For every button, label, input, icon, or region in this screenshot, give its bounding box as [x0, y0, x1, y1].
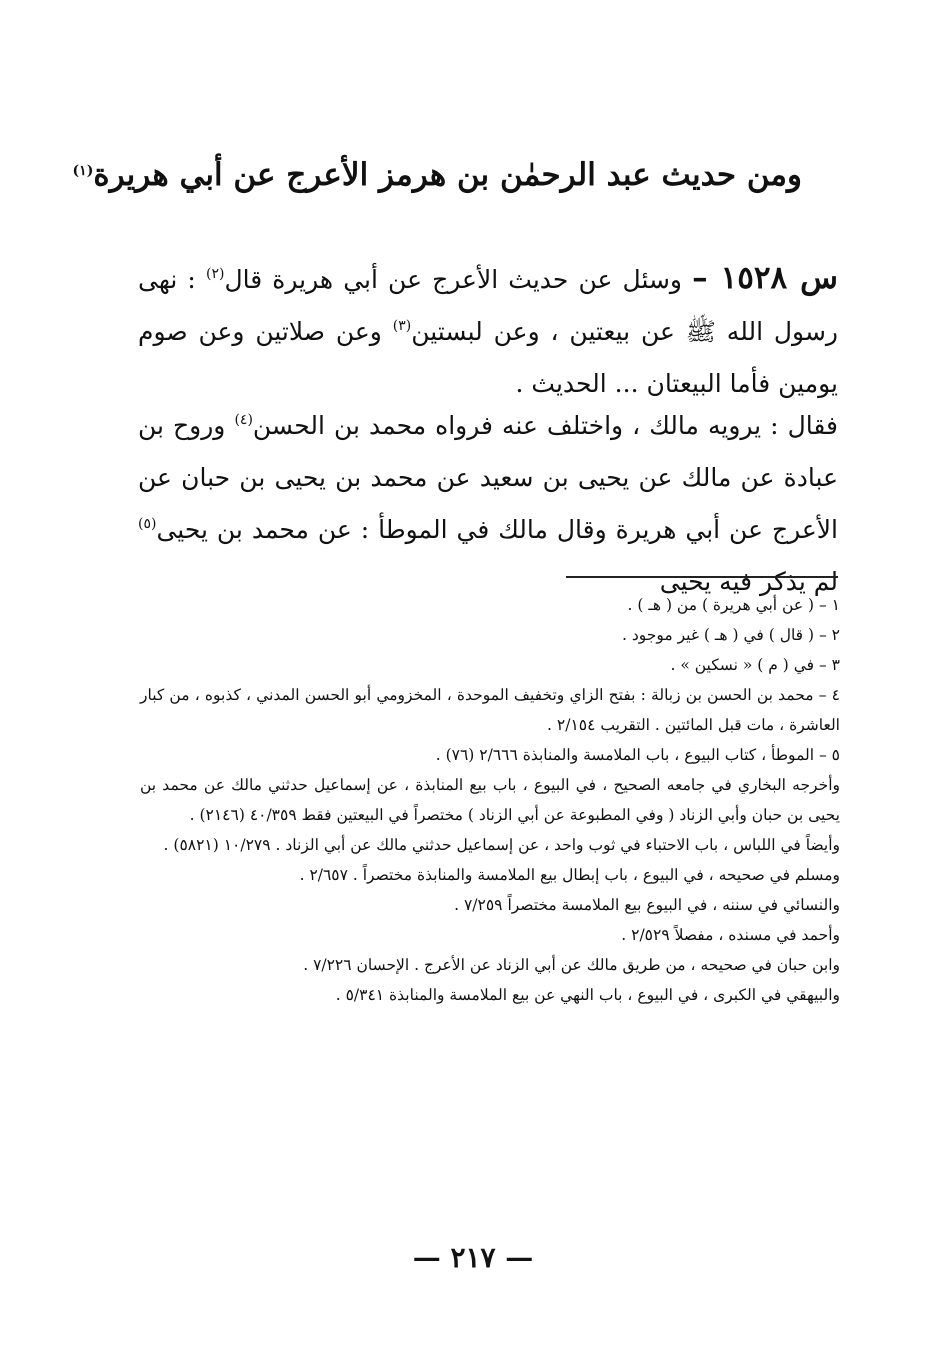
answer-text-b: وروح بن عبادة عن مالك عن يحيى بن سعيد عن محمد بن يحيى بن حبان عن الأعرج عن أبي هريرة وقال مالك في الموطأ : عن محمد بن يحيى — [138, 411, 838, 544]
question-text-b: : نهى رسول الله ﷺ عن بيعتين ، وعن لبستين — [138, 265, 838, 346]
footnote-2: ٢ – ( قال ) في ( هـ ) غير موجود . — [622, 626, 840, 644]
footnote-5-bayhaqi: والبيهقي في الكبرى ، في البيوع ، باب النهي عن بيع الملامسة والمنابذة ٥/٣٤١ . — [335, 986, 840, 1004]
footnote-5-bukhari-sale: وأخرجه البخاري في جامعه الصحيح ، في البيوع ، باب بيع المنابذة ، عن إسماعيل حدثني مالك عن محمد بن يحيى بن حبان وأبي الزناد ( وفي المطبوعة عن أبي الزناد ) مختصراً في البيعتين فقط ٤٠/٣٥٩ (٢١٤٦) . — [140, 776, 840, 824]
footnote-5-ahmad: وأحمد في مسنده ، مفصلاً ٢/٥٢٩ . — [621, 926, 840, 944]
footnote-3: ٣ – في ( م ) « نسكين » . — [670, 656, 840, 674]
question-number: س ١٥٢٨ – — [692, 260, 838, 296]
footnote-5-nasai: والنسائي في سننه ، في البيوع بيع الملامسة مختصراً ٧/٢٥٩ . — [454, 896, 840, 914]
footnote-5-muslim: ومسلم في صحيحه ، في البيوع ، باب إبطال بيع الملامسة والمنابذة مختصراً . ٢/٦٥٧ . — [299, 866, 840, 884]
footnotes-section — [140, 590, 840, 1010]
answer-text-a: فقال : يرويه مالك ، واختلف عنه فرواه محمد بن الحسن — [252, 411, 839, 440]
footnote-ref-4: (٤) — [234, 412, 253, 428]
footnote-ref-3: (٣) — [392, 318, 412, 334]
footnote-1: ١ – ( عن أبي هريرة ) من ( هـ ) . — [627, 596, 840, 614]
question-text-a: وسئل عن حديث الأعرج عن أبي هريرة قال — [224, 265, 683, 294]
footnote-5-bukhari-clothing: وأيضاً في اللباس ، باب الاحتباء في ثوب واحد ، عن إسماعيل حدثني مالك عن أبي الزناد . ١٠/٢٧٩ (٥٨٢١) . — [163, 836, 840, 854]
footnote-ref-5: (٥) — [138, 516, 157, 532]
section-heading-text: ومن حديث عبد الرحمٰن بن هرمز الأعرج عن أبي هريرة — [93, 157, 802, 193]
footnote-5: ٥ – الموطأ ، كتاب البيوع ، باب الملامسة والمنابذة ٢/٦٦٦ (٧٦) . — [435, 746, 840, 764]
answer-text-c: لم يذكر فيه يحيى — [659, 567, 838, 596]
footnote-separator — [566, 576, 838, 578]
question-text-c: وعن صلاتين وعن صوم يومين فأما البيعتان ... الحديث . — [138, 317, 838, 398]
footnote-ref-1: (١) — [72, 163, 94, 179]
page-number: — ٢١٧ — — [412, 1241, 534, 1274]
question-paragraph — [138, 252, 838, 410]
footnote-5-ibn-hibban: وابن حبان في صحيحه ، من طريق مالك عن أبي الزناد عن الأعرج . الإحسان ٧/٢٢٦ . — [303, 956, 840, 974]
section-heading — [72, 152, 802, 198]
footnote-ref-2: (٢) — [205, 266, 225, 282]
footnote-4: ٤ – محمد بن الحسن بن زبالة : بفتح الزاي وتخفيف الموحدة ، المخزومي أبو الحسن المدني ، كذبوه ، من كبار العاشرة ، مات قبل المائتين . التقريب ٢/١٥٤ . — [140, 686, 840, 734]
